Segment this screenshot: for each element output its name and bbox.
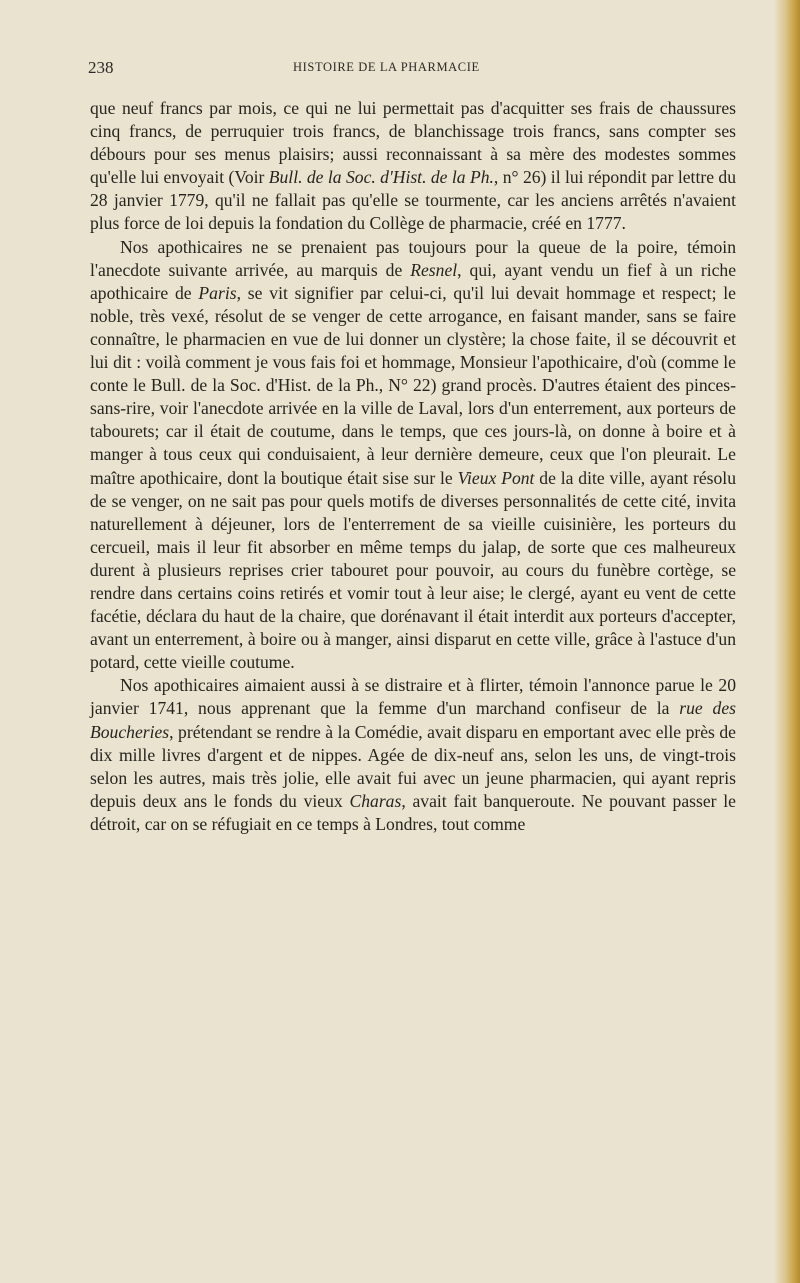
paragraph-1-text-1: que neuf francs par mois, ce qui ne lui permettait pas d'acquitter ses frais de chaussures cinq francs, de perruquier trois francs, de blanchissage trois francs, sans compter ses débours pour ses menus plaisirs; aussi reconnaissant à sa mère des modestes sommes qu'elle lui envoyait (Voir — [90, 98, 736, 188]
paragraph-3-text-1: Nos apothicaires aimaient aussi à se distraire et à flirter, témoin l'annonce parue le 20 janvier 1741, nous apprenant que la femme d'un marchand confiseur de la — [90, 675, 736, 719]
page-number: 238 — [88, 58, 114, 77]
paragraph-2-italic-2: Paris — [198, 282, 237, 303]
page-header — [88, 58, 738, 82]
paragraph-3 — [90, 674, 736, 836]
paragraph-2 — [90, 236, 736, 675]
paragraph-3-text-2: , prétendant se rendre à la Comédie, avait disparu en emportant avec elle près de dix mille livres d'argent et de nippes. Agée de dix-neuf ans, selon les uns, de vingt-trois selon les autres, mais très jolie, elle avait fui avec un jeune pharmacien, qui ayant repris depuis deux ans le fonds du vieux — [90, 721, 736, 811]
body-text — [90, 97, 736, 836]
paragraph-3-italic-2: Charas — [349, 790, 402, 811]
paragraph-3-text-3: , avait fait banqueroute. Ne pouvant passer le détroit, car on se réfugiait en ce temps à Londres, tout comme — [90, 790, 736, 834]
paragraph-2-text-4: de la dite ville, ayant résolu de se venger, on ne sait pas pour quels motifs de diverses personnalités de cette cité, invita naturellement à déjeuner, lors de l'enterrement de sa vieille cuisinière, les porteurs du cercueil, mais il leur fit absorber en même temps du jalap, de sorte que ces malheureux durent à plusieurs reprises crier tabouret pour pouvoir, au cours du funèbre cortège, se rendre dans certains coins retirés et vomir tout à leur aise; le clergé, ayant eu vent de cette facétie, déclara du haut de la chaire, que dorénavant il était interdit aux porteurs d'accepter, avant un enterrement, à boire ou à manger, ainsi disparut en cette ville, grâce à l'astuce d'un potard, cette vieille coutume. — [90, 467, 736, 673]
paragraph-2-text-2: , qui, ayant vendu un fief à un riche apothicaire de — [90, 259, 736, 303]
paragraph-3-italic-1: rue des Boucheries — [90, 698, 736, 742]
running-title: HISTOIRE DE LA PHARMACIE — [293, 60, 480, 74]
paragraph-2-italic-3: Vieux Pont — [457, 467, 535, 488]
paragraph-1-text-2: , n° 26) il lui répondit par lettre du 28 janvier 1779, qu'il ne fallait pas qu'elle se tourmente, car les anciens arrêtés n'avaient plus force de loi depuis la fondation du Collège de pharmacie, créé en 1777. — [90, 167, 736, 234]
paragraph-2-text-1: Nos apothicaires ne se prenaient pas toujours pour la queue de la poire, témoin l'anecdote suivante arrivée, au marquis de — [90, 236, 736, 280]
paragraph-2-italic-1: Resnel — [410, 259, 458, 280]
paragraph-1-italic-1: Bull. de la Soc. d'Hist. de la Ph. — [268, 167, 494, 188]
page-edge-shadow — [774, 0, 800, 1283]
paragraph-2-text-3: , se vit signifier par celui-ci, qu'il lui devait hommage et respect; le noble, très vexé, résolut de se venger de cette arrogance, en faisant mander, sans se faire connaître, le pharmacien en vue de lui donner un clystère; la chose faite, il se découvrit et lui dit : voilà comment je vous fais foi et hommage, Monsieur l'apothicaire, d'où (comme le conte le Bull. de la Soc. d'Hist. de la Ph., N° 22) grand procès. D'autres étaient des pinces-sans-rire, voir l'anecdote arrivée en la ville de Laval, lors d'un enterrement, aux porteurs de tabourets; car il était de coutume, dans le temps, que ces jours-là, on donne à boire et à manger à tous ceux qui conduisaient, à leur dernière demeure, ceux que l'on pleurait. Le maître apothicaire, dont la boutique était sise sur le — [90, 282, 736, 488]
paragraph-1 — [90, 97, 736, 236]
